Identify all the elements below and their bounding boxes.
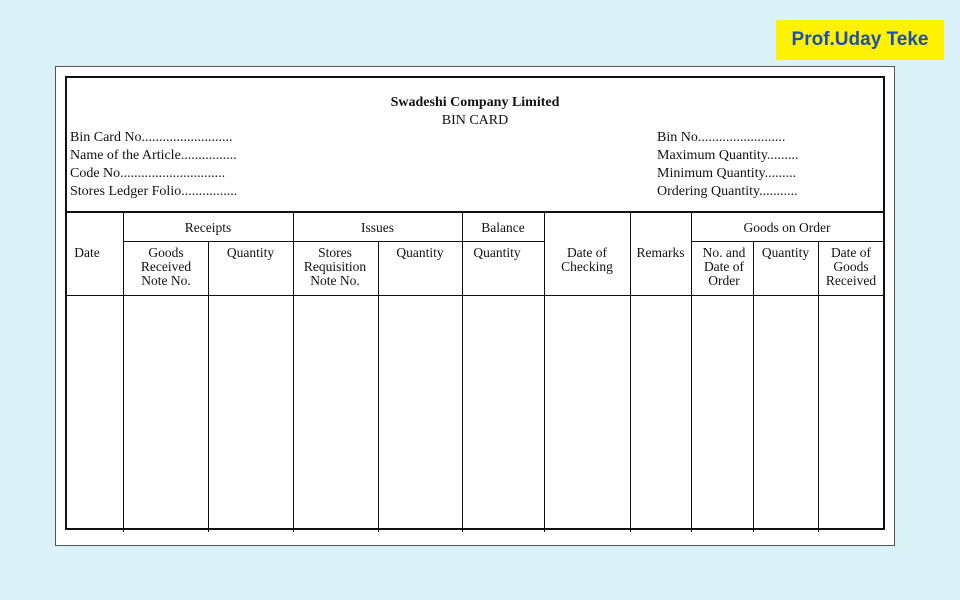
column-divider (818, 241, 819, 532)
author-badge: Prof.Uday Teke (776, 20, 944, 60)
header-issues: Issues (361, 220, 394, 235)
bin-card-table (67, 211, 883, 532)
header-bottom-rule (67, 295, 883, 296)
column-divider (544, 213, 545, 532)
card-title: BIN CARD (441, 113, 509, 128)
field-code-no: Code No.............................. (70, 166, 226, 181)
field-maximum-quantity: Maximum Quantity......... (657, 148, 799, 163)
bin-card (65, 76, 885, 530)
col-stores-requisition-note-no: Stores Requisition Note No. (303, 245, 367, 288)
col-date-of-checking: Date of Checking (561, 245, 613, 274)
group-divider (123, 241, 462, 242)
group-divider (462, 241, 544, 242)
col-goods-received-note-no: Goods Received Note No. (140, 245, 192, 288)
column-divider (630, 213, 631, 532)
column-divider (123, 213, 124, 532)
col-order-no-and-date: No. and Date of Order (702, 245, 746, 288)
field-article-name: Name of the Article................ (70, 148, 237, 163)
column-divider (753, 241, 754, 532)
header-receipts: Receipts (184, 220, 232, 235)
field-ordering-quantity: Ordering Quantity........... (657, 184, 798, 199)
column-divider (462, 213, 463, 532)
header-goods-on-order: Goods on Order (743, 220, 831, 235)
column-divider (691, 213, 692, 532)
col-order-quantity: Quantity (761, 245, 810, 260)
left-fields (70, 129, 237, 201)
field-bin-no: Bin No......................... (657, 130, 786, 145)
field-bin-card-no: Bin Card No.......................... (70, 130, 233, 145)
bin-card-frame (55, 66, 895, 546)
col-remarks: Remarks (636, 245, 685, 260)
column-divider (378, 241, 379, 532)
field-stores-ledger-folio: Stores Ledger Folio................ (70, 184, 238, 199)
col-issues-quantity: Quantity (396, 245, 444, 260)
company-name: Swadeshi Company Limited (390, 95, 560, 110)
field-minimum-quantity: Minimum Quantity......... (657, 166, 797, 181)
col-receipts-quantity: Quantity (226, 245, 275, 260)
col-date: Date (74, 245, 100, 260)
header-balance: Balance (481, 220, 525, 235)
col-balance-quantity: Quantity (473, 245, 521, 260)
col-date-of-goods-received: Date of Goods Received (825, 245, 877, 288)
right-fields (657, 129, 798, 201)
column-divider (208, 241, 209, 532)
group-divider (691, 241, 883, 242)
